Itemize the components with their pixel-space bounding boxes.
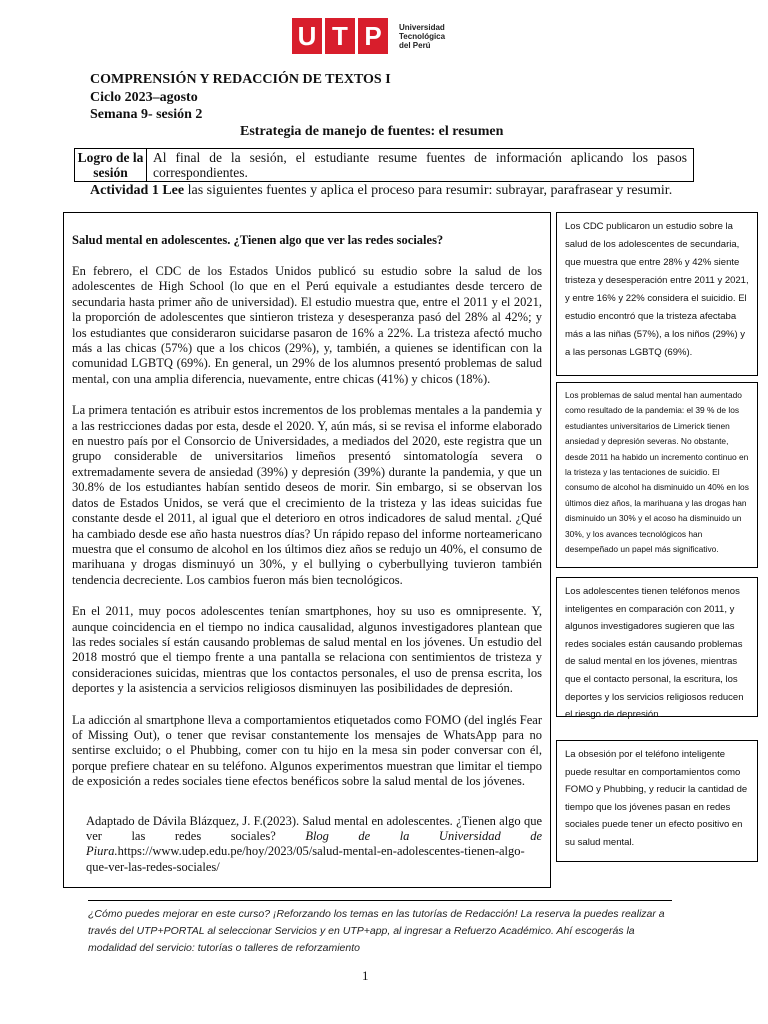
summary-note-4: La obsesión por el teléfono inteligente puede resultar en comportamientos como FOMO y Phubbing, y reducir la cantidad de tiempo que los jóvenes pasan en redes sociales puede tener un efecto positivo en su salud mental. xyxy=(556,740,758,862)
citation-source: Blog de la Universidad de Piura. xyxy=(86,829,542,859)
article-title: Salud mental en adolescentes. ¿Tienen algo que ver las redes sociales? xyxy=(72,233,444,247)
logo-line-3: del Perú xyxy=(399,40,431,50)
summary-note-2: Los problemas de salud mental han aumentado como resultado de la pandemia: el 39 % de los estudiantes universitarios de Limerick tienen ansiedad y depresión severas. No obstante, desde 2011 ha habido un incremento continuo en la tristeza y las tentaciones de suicidio. El consumo de alcohol ha disminuido un 40% en los últimos diez años, la marihuana y las drogas han disminuido un 30% y el acoso ha disminuido un 30%, y los avances tecnológicos han desempeñado un papel más significativo. xyxy=(556,382,758,568)
logo-letter-p: P xyxy=(358,18,388,54)
article-citation xyxy=(72,814,542,876)
summary-note-3: Los adolescentes tienen teléfonos menos inteligentes en comparación con 2011, y algunos investigadores sugieren que las redes sociales están causando problemas de salud mental en los jóvenes, mientras que el contacto personal, la escritura, los deportes y los servicios religiosos reducen el riesgo de depresión. xyxy=(556,577,758,717)
article-paragraph-2: La primera tentación es atribuir estos incrementos de los problemas mentales a la pandemia y a las restricciones dadas por esta, desde el 2020. Y, aún más, si se revisa el informe elaborado en nuestro país por el Consorcio de Universidades, a mediados del 2020, este registra que un grupo considerable de universitarios limeños presentó sintomatología severa o extremadamente severa de ansiedad (39%) y depresión (39%) durante la pandemia, y que un 30.8% de los estudiantes habían sentido deseos de morir. Sin embargo, si se observan los datos de Estados Unidos, se verá que el crecimiento de la tristeza y las ideas suicidas fue constante desde el 2011, al igual que el deterioro en otros indicadores de salud mental. ¿Qué ha cambiado desde ese año hasta nuestros días? Un rápido repaso del informe norteamericano muestra que el consumo de alcohol en los últimos diez años se redujo un 40%, el consumo de marihuana y drogas disminuyó un 30%, y el bullying o cyberbullying tuvieron también tendencia decreciente. Los cambios fueron más bien tecnológicos. xyxy=(72,403,542,587)
logo-letter-t: T xyxy=(325,18,355,54)
page-subtitle: Estrategia de manejo de fuentes: el resumen xyxy=(240,124,504,139)
session-goal-label: Logro de la sesión xyxy=(75,149,147,181)
logo-university-name xyxy=(399,23,445,50)
summary-note-1: Los CDC publicaron un estudio sobre la salud de los adolescentes de secundaria, que muestra que entre 28% y 42% siente tristeza y desesperación entre 2011 y 2021, y entre 16% y 22% considera el suicidio. El estudio encontró que la tristeza afectaba más a las niñas (57%), a los niños (29%) y a las personas LGBTQ (69%). xyxy=(556,212,758,376)
session-goal-text: Al final de la sesión, el estudiante resume fuentes de información aplicando los pasos correspondientes. xyxy=(153,150,687,180)
logo-line-1: Universidad xyxy=(399,22,445,32)
activity-label: Actividad 1 Lee xyxy=(90,183,185,198)
citation-text: Adaptado de Dávila Blázquez, J. F.(2023). Salud mental en adolescentes. ¿Tienen algo que ver las redes sociales? xyxy=(86,813,542,843)
activity-instruction xyxy=(90,183,672,199)
footer-note: ¿Cómo puedes mejorar en este curso? ¡Reforzando los temas en las tutorías de Redacción! La reserva la puedes realizar a través del UTP+PORTAL al seleccionar Servicios y en UTP+app, al ingresar a Refuerzo Académico. Ahí escogerás la modalidad del servicio: tutorías o talleres de reforzamiento xyxy=(88,908,665,954)
logo-letter-u: U xyxy=(292,18,322,54)
cycle-label: Ciclo 2023–agosto xyxy=(90,90,198,105)
article-paragraph-3: En el 2011, muy pocos adolescentes tenían smartphones, hoy su uso es omnipresente. Y, aunque coincidencia en el tiempo no indica causalidad, algunos investigadores plantean que las redes sociales sí están causando problemas de salud mental en los jóvenes. Un estudio del 2018 mostró que el tiempo frente a una pantalla se relaciona con sentimientos de tristeza y consideraciones suicidas, mientras que los contactos personales, el uso de prensa escrita, los deportes y la asistencia a servicios religiosos disminuyen las posibilidades de depresión. xyxy=(72,604,542,696)
course-title: COMPRENSIÓN Y REDACCIÓN DE TEXTOS I xyxy=(90,72,391,87)
week-label: Semana 9- sesión 2 xyxy=(90,107,203,122)
activity-text: las siguientes fuentes y aplica el proceso para resumir: subrayar, parafrasear y resumir. xyxy=(184,183,673,198)
citation-url: https://www.udep.edu.pe/hoy/2023/05/salud-mental-en-adolescentes-tienen-algo-que-ver-las-redes-sociales/ xyxy=(86,844,525,874)
session-goal-table xyxy=(74,148,694,182)
utp-logo xyxy=(292,18,445,54)
article-paragraph-4: La adicción al smartphone lleva a comportamientos etiquetados como FOMO (del inglés Fear of Missing Out), o tener que revisar constantemente los mensajes de WhatsApp para no sentirse excluido; o el Phubbing, comer con tu hijo en la mesa sin poder conversar con él, porque prefiere chatear en su teléfono. Algunos experimentos muestran que limitar el tiempo de exposición a redes sociales tiene efectos benéficos sobre la salud mental de los jóvenes. xyxy=(72,712,542,789)
page-number: 1 xyxy=(362,968,369,983)
logo-line-2: Tecnológica xyxy=(399,31,446,41)
article-box xyxy=(63,212,551,888)
footer-divider xyxy=(88,900,672,901)
article-paragraph-1: En febrero, el CDC de los Estados Unidos publicó su estudio sobre la salud de los adolescentes de High School (lo que en el Perú equivale a estudiantes desde tercero de secundaria hasta primer año de universidad). El estudio muestra que, entre el 2011 y el 2021, la proporción de adolescentes que sintieron tristeza y desesperanza pasó del 28% al 42%; y los estudiantes que consideraron suicidarse pasaron de 16% a 22%. La tristeza afectó mucho más a las chicas (57%) que a los chicos (29%), y, también, a quienes se identifican con la comunidad LGBTQ (69%). En general, un 29% de los alumnos presentó problemas de salud mental, con una amplia diferencia, nuevamente, entre chicas (41%) y chicos (18%). xyxy=(72,264,542,386)
